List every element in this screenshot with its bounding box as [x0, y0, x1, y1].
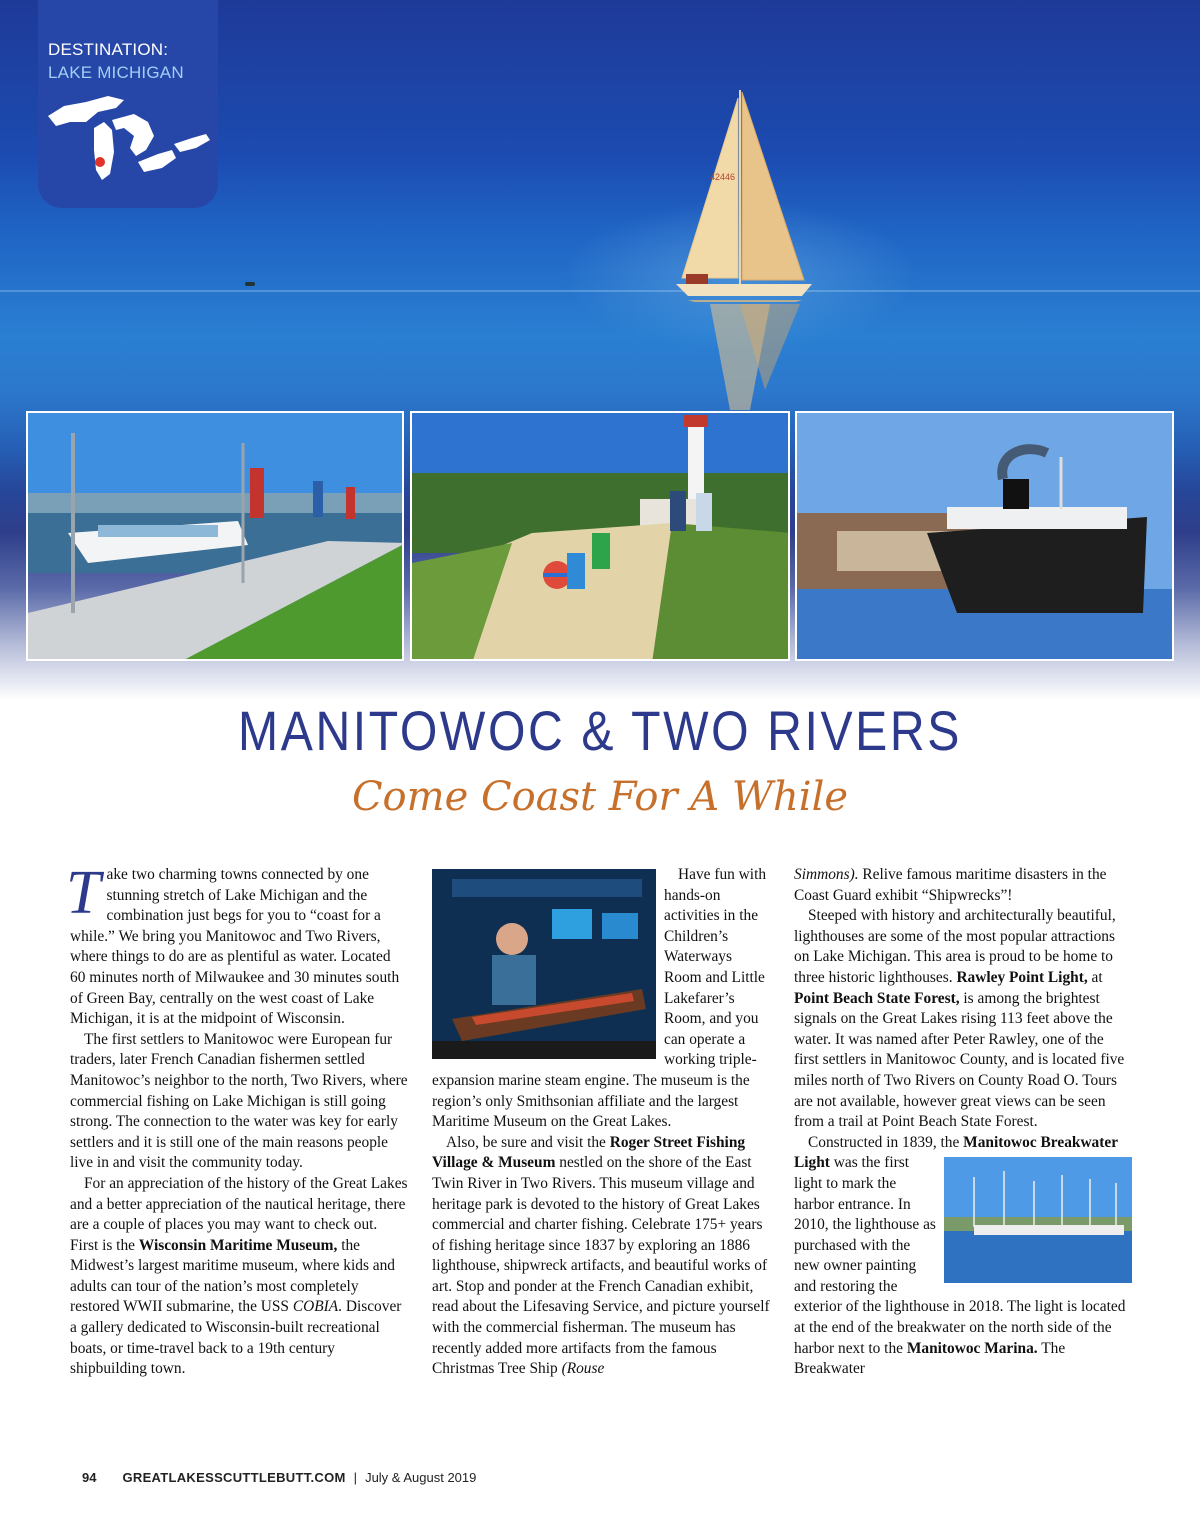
page-number: 94 — [82, 1470, 97, 1485]
paragraph-maritime-museum: For an appreciation of the history of the Great Lakes and a better appreciation of the nautical heritage, there are a couple of places you may want to check out. First is the Wisconsin Maritime Museum, the Midwest’s largest maritime museum, where kids and adults can tour of the nation’s most completely restored WWII submarine, the USS COBIA. Discover a gallery dedicated to Wisconsin-built recreational boats, or time-travel back to a 19th century shipbuilding town. — [70, 1174, 408, 1378]
article-headline: MANITOWOC & TWO RIVERS — [238, 699, 962, 762]
photo-marina-sailboats — [944, 1157, 1132, 1283]
paragraph-hands-on: Have fun with hands-on activities in the Children’s Waterways Room and Little Lakefarer’s Room, and you can operate a working triple-expansion marine steam engine. The museum is the region’s only Smithsonian affiliate and the largest Maritime Museum on the Great Lakes. — [432, 866, 767, 1131]
article-column-2 — [432, 865, 772, 1380]
issue-date: July & August 2019 — [365, 1470, 477, 1485]
sailboat-illustration — [670, 90, 820, 410]
paragraph-breakwater-light: Constructed in 1839, the Manitowoc Breakwater Light was the first light to mark the harbor entrance. In 2010, the lighthouse as purchased with the new owner painting and restoring the exterior of the lighthouse in 2018. The light is located at the end of the breakwater on the north side of the harbor next to the Manitowoc Marina. The Breakwater — [794, 1133, 1132, 1380]
photo-waterfront-boardwalk — [26, 411, 404, 661]
article-subhead: Come Coast For A While — [351, 774, 849, 820]
badge-label: DESTINATION: — [48, 40, 169, 59]
footer-separator: | — [353, 1470, 358, 1485]
paragraph-lighthouses: Steeped with history and architecturally beautiful, lighthouses are some of the most popular attractions on Lake Michigan. This area is proud to be home to three historic lighthouses. Rawley Point Light, at Point Beach State Forest, is among the brightest signals on the Great Lakes rising 113 feet above the water. It was named after Peter Rawley, one of the first settlers in Manitowoc County, and is located five miles north of Two Rivers on County Road O. Tours are not available, however great views can be seen from a trail at Point Beach State Forest. — [794, 907, 1125, 1131]
page-footer — [82, 1470, 476, 1485]
paragraph-settlers: The first settlers to Manitowoc were European fur traders, later French Canadian fishermen settled Manitowoc’s neighbor to the north, Two Rivers, where commercial fishing on Lake Michigan is still going strong. The connection to the water was key for early settlers and it is still one of the main reasons people live in and visit the community today. — [70, 1030, 408, 1172]
photo-museum-exhibit — [432, 869, 656, 1059]
article-column-1 — [66, 859, 408, 1380]
distant-boat — [245, 282, 255, 286]
photo-car-ferry-ship — [795, 411, 1174, 661]
badge-destination: LAKE MICHIGAN — [48, 63, 184, 82]
destination-badge — [38, 0, 218, 208]
great-lakes-map-icon — [46, 92, 214, 192]
website-url: GREATLAKESSCUTTLEBUTT.COM — [122, 1470, 346, 1485]
paragraph-intro: Take two charming towns connected by one stunning stretch of Lake Michigan and the combination just begs for you to “coast for a while.” We bring you Manitowoc and Two Rivers, where things to do are as plentiful as water. Located 60 minutes north of Milwaukee and 30 minutes south of Green Bay, centrally on the west coast of Lake Michigan, it is at the midpoint of Wisconsin. — [66, 859, 400, 1028]
paragraph-shipwrecks: Simmons). Relive famous maritime disasters in the Coast Guard exhibit “Shipwrecks”! — [794, 866, 1107, 904]
photo-beach-family-lighthouse — [410, 411, 790, 661]
article-column-3 — [794, 865, 1132, 1380]
horizon-line — [0, 290, 1200, 292]
sail-number: 42446 — [710, 172, 736, 182]
drop-cap: T — [66, 859, 101, 927]
paragraph-fishing-village: Also, be sure and visit the Roger Street Fishing Village & Museum nestled on the shore of the East Twin River in Two Rivers. This museum village and heritage park is devoted to the history of Great Lakes commercial and charter fishing. Celebrate 175+ years of fishing heritage since 1837 by exploring an 1886 lighthouse, shipwreck artifacts, and beautiful works of art. Stop and ponder at the French Canadian exhibit, read about the Lifesaving Service, and picture yourself with the commercial fisherman. The museum has recently added more artifacts from the famous Christmas Tree Ship (Rouse — [432, 1133, 770, 1378]
